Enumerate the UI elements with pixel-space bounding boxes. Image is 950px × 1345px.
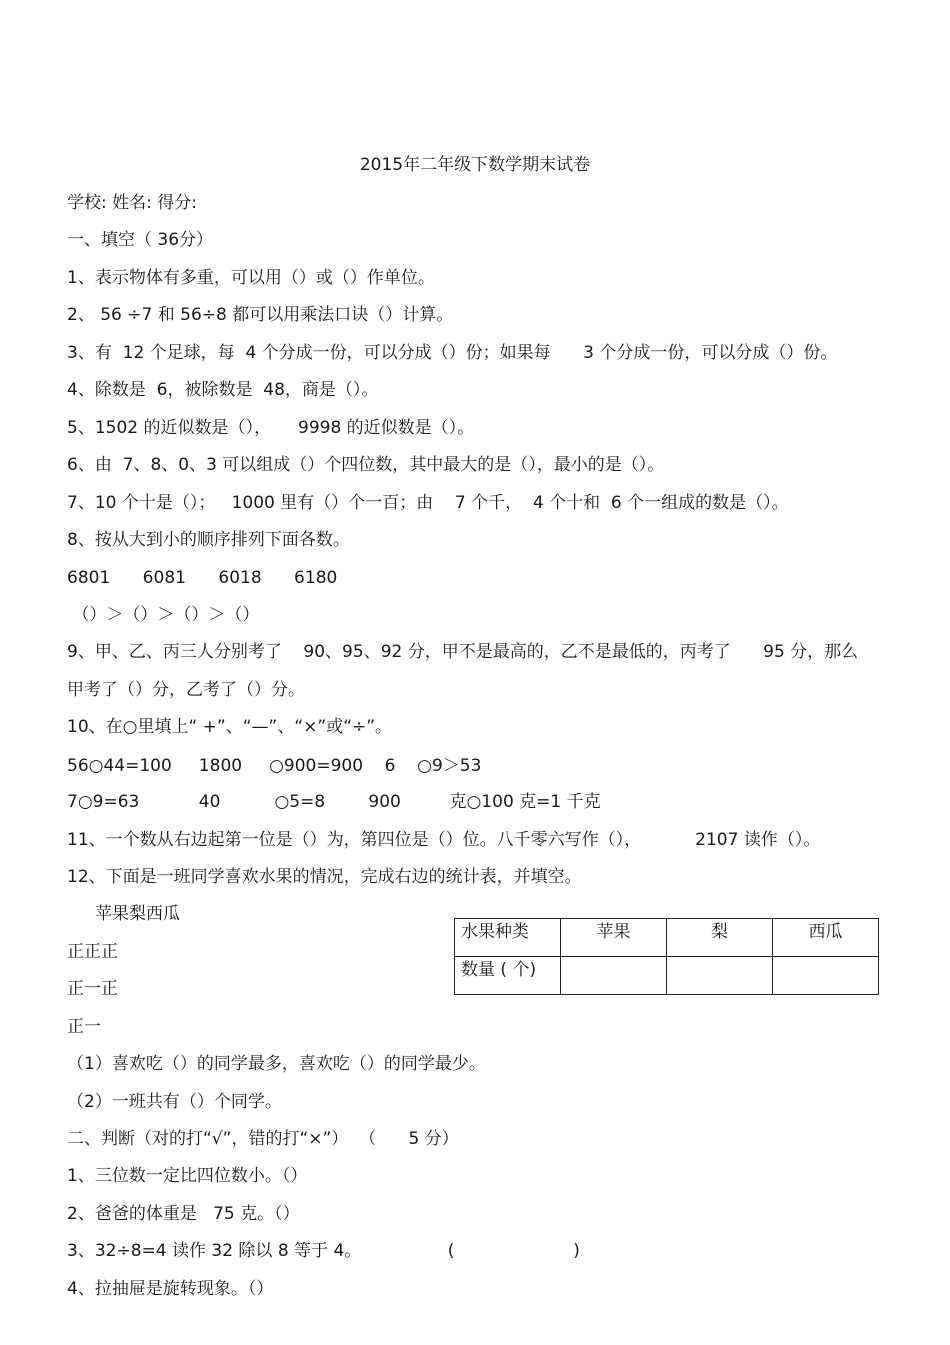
question-9-line2: 甲考了（）分，乙考了（）分。 xyxy=(67,680,305,700)
sub-question-1: （1）喜欢吃（）的同学最多，喜欢吃（）的同学最少。 xyxy=(67,1054,486,1074)
judge-question-1: 1、三位数一定比四位数小。（） xyxy=(67,1166,308,1186)
question-11: 11、一个数从右边起第一位是（）为，第四位是（）位。八千零六写作（）， 2107 读作（）。 xyxy=(67,830,821,850)
question-10: 10、在○里填上“ +”、“—”、“×”或“÷”。 xyxy=(67,717,393,737)
question-10-row1: 56○44=100 1800 ○900=900 6 ○9＞53 xyxy=(67,756,482,776)
question-8-order: （）＞（）＞（）＞（） xyxy=(67,605,260,625)
page-title: 2015年二年级下数学期末试卷 xyxy=(359,155,591,175)
question-5: 5、1502 的近似数是（）， 9998 的近似数是（）。 xyxy=(67,418,475,438)
question-4: 4、除数是 6，被除数是 48，商是（）。 xyxy=(67,380,379,400)
section2-heading: 二、判断（对的打“√”，错的打“×”） （ 5 分） xyxy=(67,1129,459,1149)
question-3: 3、有 12 个足球，每 4 个分成一份，可以分成（）份；如果每 3 个分成一份，可以分成（）份。 xyxy=(67,343,838,363)
question-2: 2、 56 ÷7 和 56÷8 都可以用乘法口诀（）计算。 xyxy=(67,305,454,325)
tally-header: 苹果梨西瓜 xyxy=(95,904,180,924)
tally-row-1: 正正正 xyxy=(67,942,118,962)
judge-question-2: 2、爸爸的体重是 75 克。（） xyxy=(67,1204,300,1224)
section1-heading: 一、填空（ 36分） xyxy=(67,230,214,250)
table-row xyxy=(455,957,879,995)
question-8-numbers: 6801 6081 6018 6180 xyxy=(67,568,338,588)
question-10-row2: 7○9=63 40 ○5=8 900 克○100 克=1 千克 xyxy=(67,792,601,812)
judge-question-4: 4、拉抽屉是旋转现象。（） xyxy=(67,1279,274,1299)
question-12: 12、下面是一班同学喜欢水果的情况，完成右边的统计表，并填空。 xyxy=(67,867,582,887)
question-1: 1、表示物体有多重，可以用（）或（）作单位。 xyxy=(67,268,435,288)
question-7: 7、10 个十是（）； 1000 里有（）个一百；由 7 个千， 4 个十和 6 个一组成的数是（）。 xyxy=(67,493,789,513)
fruit-stats-table xyxy=(454,918,879,995)
tally-row-3: 正一 xyxy=(67,1017,101,1037)
question-8: 8、按从大到小的顺序排列下面各数。 xyxy=(67,530,350,550)
header-info: 学校: 姓名: 得分: xyxy=(67,193,197,213)
table-col-pear: 梨 xyxy=(667,919,773,957)
table-row xyxy=(455,919,879,957)
sub-question-2: （2）一班共有（）个同学。 xyxy=(67,1092,282,1112)
table-row-header-type: 水果种类 xyxy=(455,919,561,957)
question-9-line1: 9、甲、乙、丙三人分别考了 90、95、92 分，甲不是最高的，乙不是最低的，丙考了 95 分，那么 xyxy=(67,642,859,662)
table-cell-apple-count[interactable] xyxy=(561,957,667,995)
table-row-header-count: 数量 ( 个) xyxy=(455,957,561,995)
judge-question-3: 3、32÷8=4 读作 32 除以 8 等于 4。 ( ) xyxy=(67,1241,580,1261)
table-cell-pear-count[interactable] xyxy=(667,957,773,995)
table-col-watermelon: 西瓜 xyxy=(773,919,879,957)
question-6: 6、由 7、8、0、3 可以组成（）个四位数，其中最大的是（），最小的是（）。 xyxy=(67,455,665,475)
tally-row-2: 正一正 xyxy=(67,979,118,999)
table-cell-watermelon-count[interactable] xyxy=(773,957,879,995)
table-col-apple: 苹果 xyxy=(561,919,667,957)
